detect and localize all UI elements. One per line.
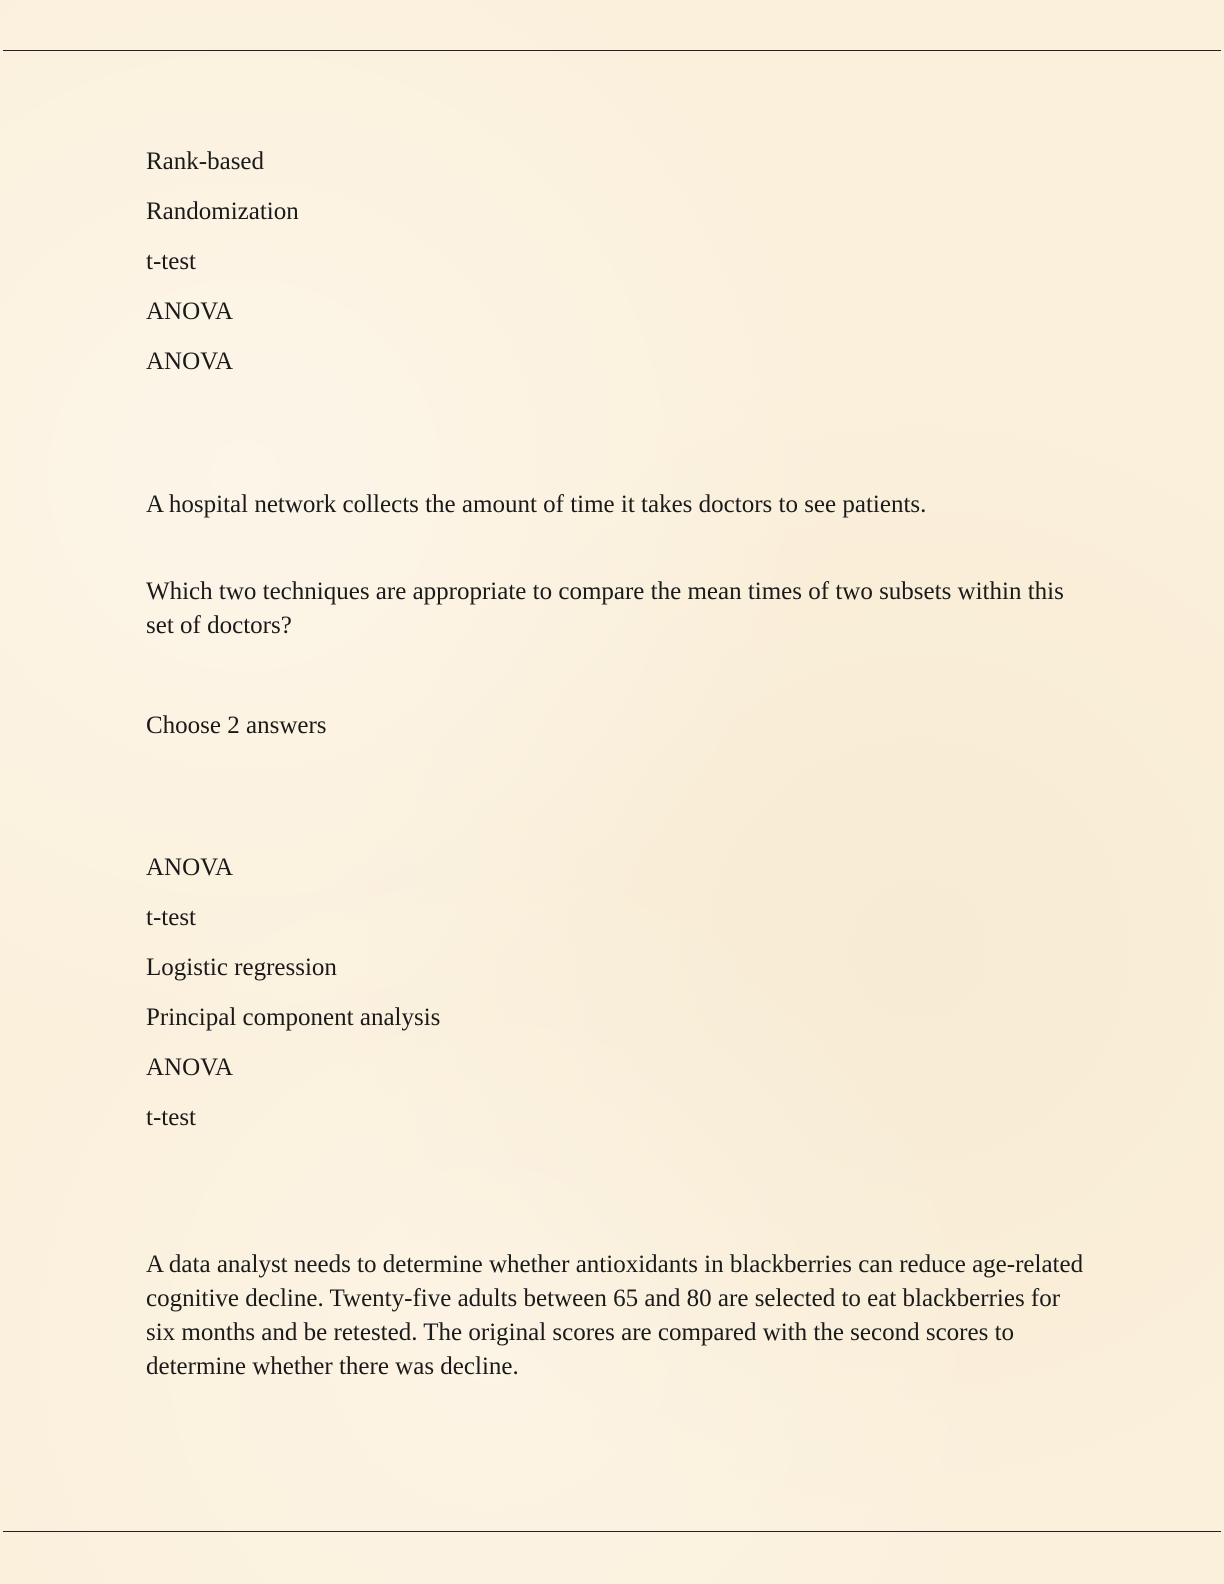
answer-option: ANOVA — [146, 854, 234, 881]
top-divider — [3, 50, 1221, 51]
answer-options-group-1 — [146, 140, 1086, 390]
answer-option: t-test — [146, 904, 196, 931]
answer-instruction: Choose 2 answers — [146, 712, 327, 739]
answer-option: ANOVA — [146, 298, 234, 325]
question-scenario: A hospital network collects the amount of time it takes doctors to see patients. — [146, 491, 927, 518]
bottom-divider — [3, 1531, 1221, 1532]
answer-option: ANOVA — [146, 1054, 234, 1081]
answer-option: Rank-based — [146, 148, 265, 175]
answer-option: ANOVA — [146, 348, 234, 375]
answer-options-group-2 — [146, 846, 1086, 1146]
answer-option: t-test — [146, 1104, 196, 1131]
question-scenario: A data analyst needs to determine whether antioxidants in blackberries can reduce age-related cognitive decline. Twenty-five adults between 65 and 80 are selected to eat blackberries for six months and be retested. The original scores are compared with the second scores to determine whether there was decline. — [146, 1251, 1084, 1380]
question-prompt: Which two techniques are appropriate to compare the mean times of two subsets within this set of doctors? — [146, 578, 1064, 639]
answer-option: Principal component analysis — [146, 1004, 441, 1031]
answer-option: t-test — [146, 248, 196, 275]
document-body — [146, 140, 1086, 1384]
answer-option: Logistic regression — [146, 954, 337, 981]
answer-option: Randomization — [146, 198, 299, 225]
